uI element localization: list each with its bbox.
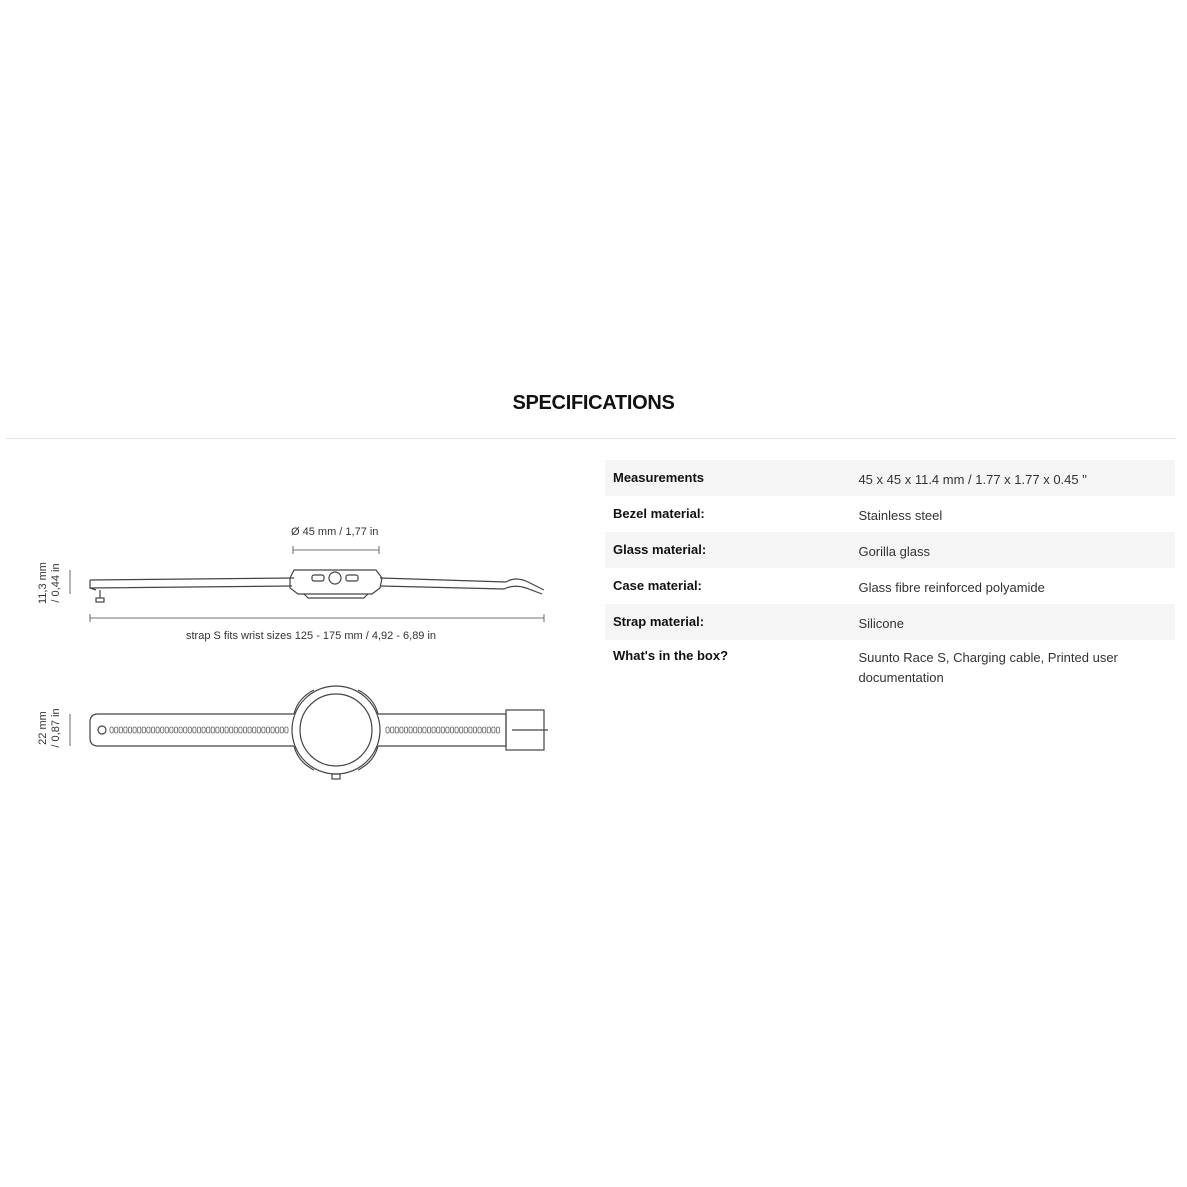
page-title: SPECIFICATIONS: [512, 392, 675, 414]
strap-hole: [234, 727, 237, 733]
spec-value: Silicone: [858, 616, 904, 631]
strap-hole: [188, 727, 191, 733]
spec-label: Strap material:: [613, 614, 705, 629]
strap-hole: [460, 727, 463, 733]
spec-row-bezel: [605, 496, 1175, 532]
spec-row-measurements: [605, 460, 1175, 496]
strap-hole: [138, 727, 141, 733]
strap-hole: [174, 727, 177, 733]
spec-label: Case material:: [613, 578, 702, 593]
strap-hole: [184, 727, 187, 733]
height-label-in: / 0,44 in: [50, 563, 62, 603]
strap-hole: [432, 727, 435, 733]
spec-row-box-contents: [605, 640, 1175, 688]
strap-hole: [211, 727, 214, 733]
strap-hole: [266, 727, 269, 733]
spec-label: What's in the box?: [613, 648, 729, 663]
strap-hole: [257, 727, 260, 733]
watch-line-art: [36, 520, 556, 790]
strap-hole: [156, 727, 159, 733]
strap-hole: [133, 727, 136, 733]
spec-value: Stainless steel: [858, 508, 943, 523]
strap-hole: [464, 727, 467, 733]
strap-hole: [115, 727, 118, 733]
strap-hole: [386, 727, 389, 733]
strap-hole: [450, 727, 453, 733]
strap-hole: [391, 727, 394, 733]
strap-hole: [414, 727, 417, 733]
strap-hole: [487, 727, 490, 733]
strap-hole: [446, 727, 449, 733]
spec-value: Suunto Race S, Charging cable, Printed user documentation: [858, 650, 1118, 685]
strap-hole: [165, 727, 168, 733]
strap-hole: [271, 727, 274, 733]
spec-label: Glass material:: [613, 542, 707, 557]
strap-hole: [202, 727, 205, 733]
height-label-mm: 11,3 mm: [37, 562, 49, 604]
spec-label: Measurements: [613, 470, 705, 485]
spec-row-glass: [605, 532, 1175, 568]
strap-hole: [225, 727, 228, 733]
spec-row-strap: [605, 604, 1175, 640]
strap-hole: [427, 727, 430, 733]
strap-hole: [483, 727, 486, 733]
spec-row-case: [605, 568, 1175, 604]
strap-hole: [170, 727, 173, 733]
strap-hole: [437, 727, 440, 733]
strap-fit-label: strap S fits wrist sizes 125 - 175 mm / 4,92 - 6,89 in: [186, 630, 437, 642]
strap-hole: [207, 727, 210, 733]
strap-hole: [280, 727, 283, 733]
strap-hole: [455, 727, 458, 733]
strap-hole: [262, 727, 265, 733]
strap-hole: [161, 727, 164, 733]
strap-hole: [239, 727, 242, 733]
strap-hole: [473, 727, 476, 733]
strap-hole: [441, 727, 444, 733]
strap-hole: [110, 727, 113, 733]
diameter-label: Ø 45 mm / 1,77 in: [291, 526, 379, 538]
width-label: [37, 698, 63, 758]
strap-hole: [147, 727, 150, 733]
strap-hole: [220, 727, 223, 733]
strap-hole: [230, 727, 233, 733]
strap-hole: [469, 727, 472, 733]
strap-hole: [142, 727, 145, 733]
strap-hole: [276, 727, 279, 733]
strap-hole: [253, 727, 256, 733]
strap-hole: [151, 727, 154, 733]
strap-hole: [423, 727, 426, 733]
strap-hole: [418, 727, 421, 733]
strap-hole: [404, 727, 407, 733]
width-label-mm: 22 mm: [37, 711, 49, 745]
spec-value: Gorilla glass: [858, 544, 930, 559]
strap-hole: [193, 727, 196, 733]
width-label-in: / 0,87 in: [50, 708, 62, 748]
height-label: [37, 553, 63, 613]
strap-hole: [400, 727, 403, 733]
watch-dimension-diagram: [36, 520, 556, 790]
strap-hole: [179, 727, 182, 733]
section-divider: [6, 438, 1176, 439]
strap-hole: [248, 727, 251, 733]
spec-value: Glass fibre reinforced polyamide: [858, 580, 1045, 595]
strap-hole: [119, 727, 122, 733]
strap-hole: [478, 727, 481, 733]
specifications-table: [605, 460, 1175, 688]
spec-value: 45 x 45 x 11.4 mm / 1.77 x 1.77 x 0.45 ": [858, 472, 1087, 487]
strap-hole: [216, 727, 219, 733]
strap-hole: [285, 727, 288, 733]
strap-hole: [243, 727, 246, 733]
strap-hole: [197, 727, 200, 733]
strap-hole: [496, 727, 499, 733]
strap-hole: [492, 727, 495, 733]
strap-hole: [409, 727, 412, 733]
strap-hole: [124, 727, 127, 733]
spec-label: Bezel material:: [613, 506, 705, 521]
strap-hole: [395, 727, 398, 733]
strap-hole: [128, 727, 131, 733]
